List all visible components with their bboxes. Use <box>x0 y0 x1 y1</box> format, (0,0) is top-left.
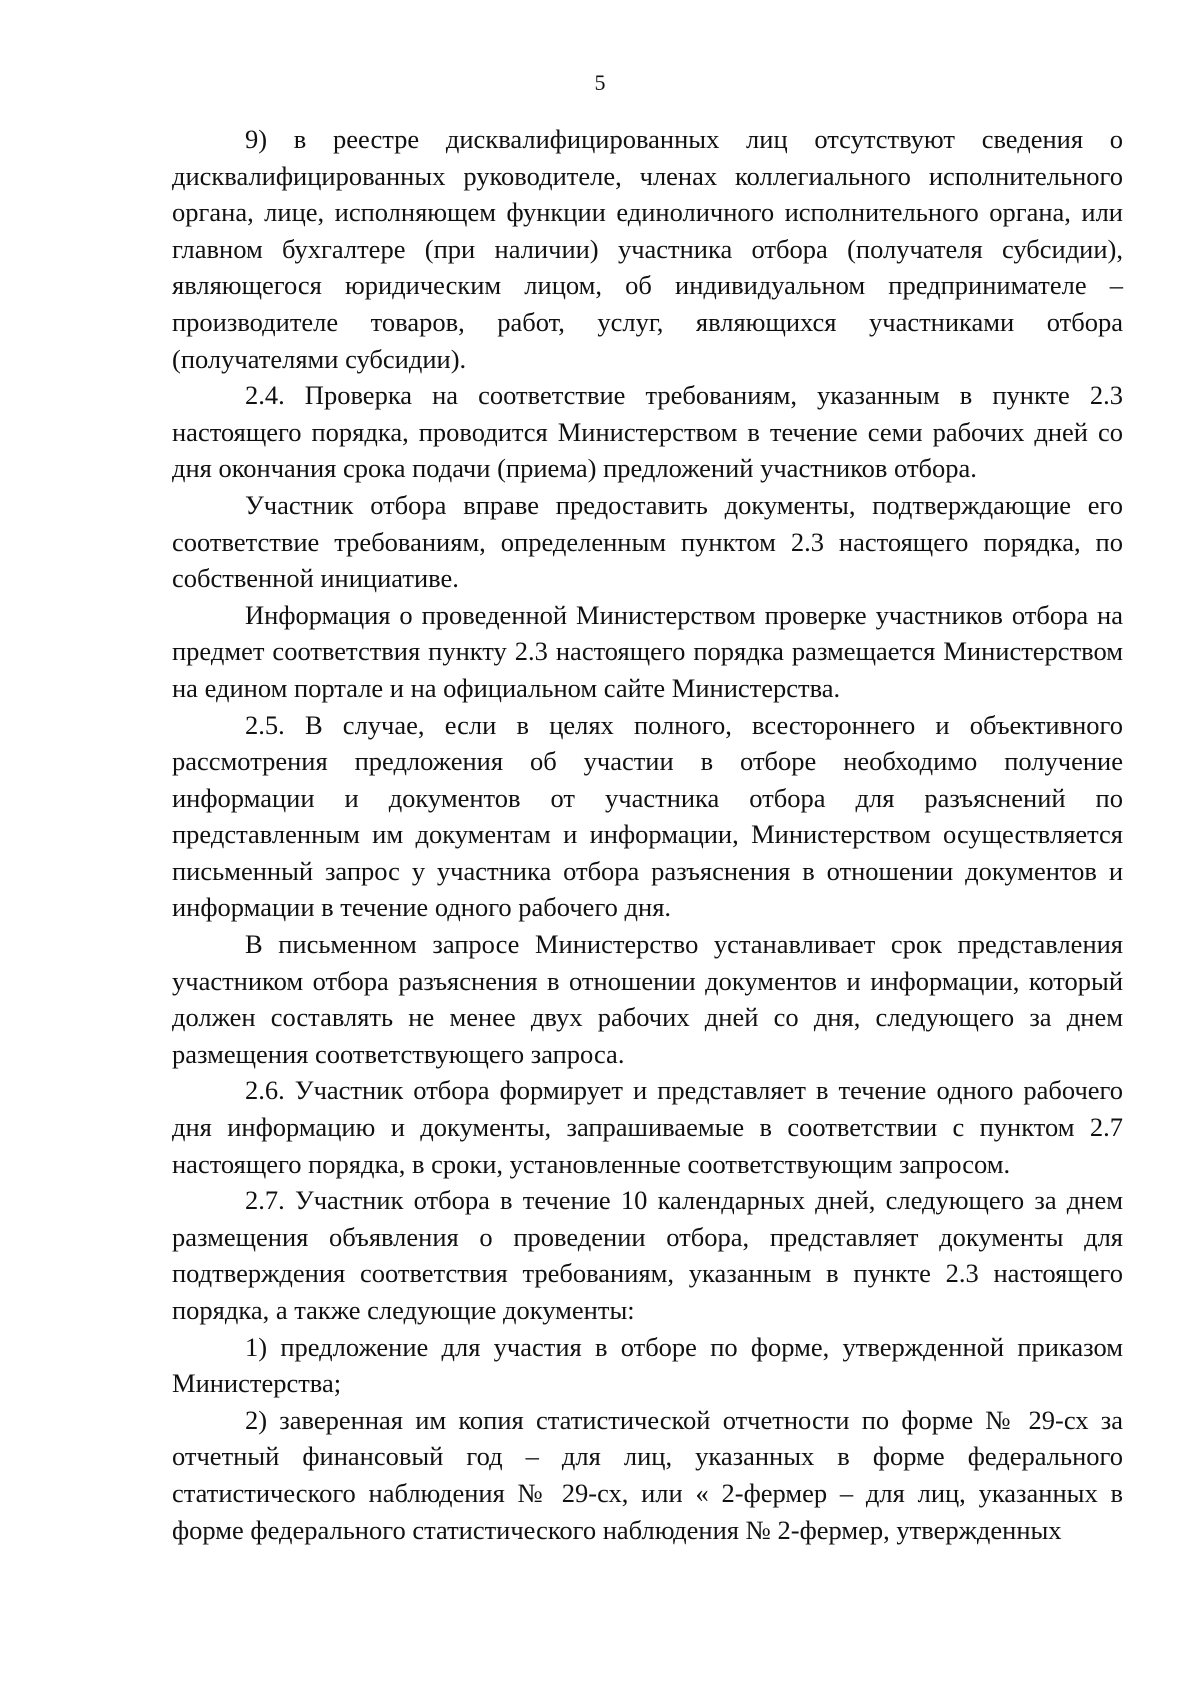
page-number: 5 <box>594 70 606 95</box>
paragraph-written-request: В письменном запросе Министерство устанавливает срок представления участником отбора разъяснения в отношении документов и информации, который должен составлять не менее двух рабочих дней со дня, следующего за днем размещения соответствующего запроса. <box>172 929 1123 1069</box>
paragraph-participant-right: Участник отбора вправе предоставить документы, подтверждающие его соответствие требованиям, определенным пунктом 2.3 настоящего порядка, по собственной инициативе. <box>172 489 1123 594</box>
paragraph-2-7: 2.7. Участник отбора в течение 10 календарных дней, следующего за днем размещения объявления о проведении отбора, представляет документы для подтверждения соответствия требованиям, указанным в пункте 2.3 настоящего порядка, а также следующие документы: <box>172 1185 1123 1325</box>
paragraph-2-5: 2.5. В случае, если в целях полного, всестороннего и объективного рассмотрения предложения об участии в отборе необходимо получение информации и документов от участника отбора для разъяснений по представленным им документам и информации, Министерством осуществляется письменный запрос у участника отбора разъяснения в отношении документов и информации в течение одного рабочего дня. <box>172 709 1123 923</box>
paragraph-item-9: 9) в реестре дисквалифицированных лиц отсутствуют сведения о дисквалифицированных руководителе, членах коллегиального исполнительного органа, лице, исполняющем функции единоличного исполнительного органа, или главном бухгалтере (при наличии) участника отбора (получателя субсидии), являющегося юридическим лицом, об индивидуальном предпринимателе – производителе товаров, работ, услуг, являющихся участниками отбора (получателями субсидии). <box>172 124 1123 374</box>
paragraph-list-item-2: 2) заверенная им копия статистической отчетности по форме № 29-сх за отчетный финансовый год – для лиц, указанных в форме федерального статистического наблюдения № 29-сх, или « 2-фермер – для лиц, указанных в форме федерального статистического наблюдения № 2-фермер, утвержденных <box>172 1404 1123 1545</box>
paragraph-2-4: 2.4. Проверка на соответствие требованиям, указанным в пункте 2.3 настоящего порядка, проводится Министерством в течение семи рабочих дней со дня окончания срока подачи (приема) предложений участников отбора. <box>172 380 1123 484</box>
document-body <box>172 121 1123 1548</box>
paragraph-check-info: Информация о проведенной Министерством проверке участников отбора на предмет соответствия пункту 2.3 настоящего порядка размещается Министерством на едином портале и на официальном сайте Министерства. <box>172 599 1123 703</box>
paragraph-list-item-1: 1) предложение для участия в отборе по форме, утвержденной приказом Министерства; <box>172 1331 1123 1399</box>
paragraph-2-6: 2.6. Участник отбора формирует и представляет в течение одного рабочего дня информацию и документы, запрашиваемые в соответствии с пунктом 2.7 настоящего порядка, в сроки, установленные соответствующим запросом. <box>172 1075 1123 1179</box>
